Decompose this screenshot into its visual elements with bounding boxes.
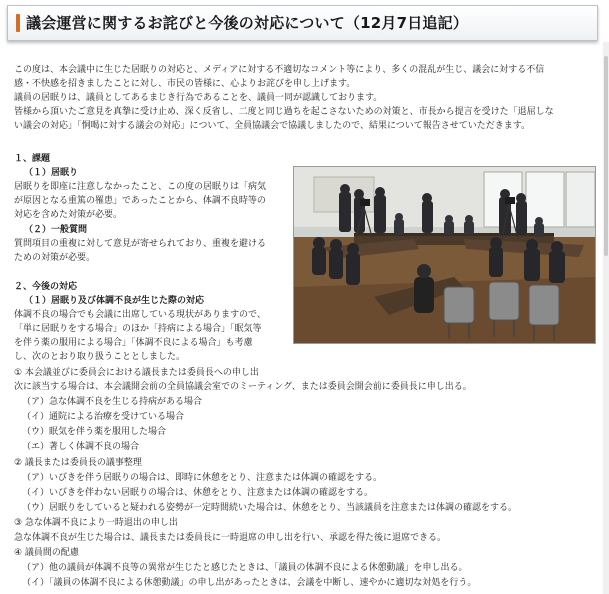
sub-item: （ア）他の議員が体調不良等の異常が生じたと感じたときは、「議員の体調不良による休憩動議」を申し出る。 [22, 563, 468, 573]
body-line: ための対策が必要。 [14, 253, 96, 263]
scrollbar[interactable] [603, 42, 609, 594]
intro-line: 感・不快感を招きましたことに対し、市民の皆様に、心よりお詫びを申し上げます。 [14, 79, 356, 89]
numbered-item: ④ 議員間の配慮 [14, 548, 79, 558]
subheading-illness-response: （１）居眠り及び体調不良が生じた際の対応 [24, 296, 205, 306]
subheading-sleeping: （１）居眠り [24, 168, 79, 178]
body-line: が原因となる重篤の罹患」であったことから、体調不良時等の [14, 196, 266, 206]
section-heading-issues: １、課題 [14, 154, 51, 164]
body-line: し、次のとおり取り扱うこととしました。 [14, 352, 186, 362]
body-line: 居眠りを即座に注意しなかったこと、この度の居眠りは「病気 [14, 182, 267, 192]
body-line: 体調不良の場合でも会議に出席している現状がありますので、 [14, 310, 266, 320]
body-line: 急な体調不良が生じた場合は、議長または委員長に一時退席の申し出を行い、承認を得た後に退席できる。 [14, 533, 447, 543]
numbered-item: ② 議長または委員長の議事整理 [14, 458, 142, 468]
intro-line: 皆様から頂いたご意見を真摯に受け止め、深く反省し、二度と同じ過ちを起こさないための対策と、市長から提言を受けた「退屈しな [14, 107, 554, 117]
sub-item: （イ）通院による治療を受けている場合 [22, 412, 185, 422]
intro-line: この度は、本会議中に生じた居眠りの対応と、メディアに対する不適切なコメント等により、多くの混乱が生じ、議会に対する不信 [14, 65, 545, 75]
scrollbar-thumb[interactable] [604, 56, 608, 256]
body-line: 質問項目の重複に対して意見が寄せられており、重複を避ける [14, 239, 267, 249]
header-accent-bar [16, 14, 20, 32]
page-header [7, 5, 598, 41]
body-line: 「単に居眠りをする場合」のほか「持病による場合」「眠気等 [14, 324, 262, 334]
body-line: 次に該当する場合は、本会議開会前の全員協議会室でのミーティング、または委員会開会前に委員長に申し出る。 [14, 382, 472, 392]
sub-item: （イ）いびきを伴わない居眠りの場合は、休憩をとり、注意または体調の確認をする。 [22, 488, 374, 498]
intro-line: い議会の対応」「恫喝に対する議会の対応」について、全員協議会で協議しましたので、結果について報告させていただきます。 [14, 121, 531, 131]
subheading-general-questions: （２）一般質問 [24, 225, 88, 235]
numbered-item: ③ 急な体調不良により一時退出の申し出 [14, 518, 178, 528]
page-title: 議会運営に関するお詫びと今後の対応について（12月7日追記） [26, 14, 469, 32]
sub-item: （ア）急な体調不良を生じる持病がある場合 [22, 397, 203, 407]
sub-item: （エ）著しく体調不良の場合 [22, 442, 140, 452]
body-line: 対応を含めた対策が必要。 [14, 210, 123, 220]
sub-item: （イ）「議員の体調不良による休憩動議」の申し出があったときは、会議を中断し、速やかに適切な対処を行う。 [22, 578, 477, 588]
sub-item: （ウ）居眠りをしていると疑われる姿勢が一定時間続いた場合は、休憩をとり、当該議員を注意または体調の確認をする。 [22, 503, 518, 513]
body-line: を伴う薬の服用による場合」「体調不良による場合」も考慮 [14, 338, 253, 348]
intro-line: 議員の居眠りは、議員としてあるまじき行為であることを、議員一同が認識しております。 [14, 93, 383, 103]
numbered-item: ① 本会議並びに委員会における議長または委員長への申し出 [14, 368, 259, 378]
sub-item: （ウ）眠気を伴う薬を服用した場合 [22, 427, 167, 437]
council-meeting-photo [293, 166, 596, 344]
sub-item: （ア）いびきを伴う居眠りの場合は、即時に休憩をとり、注意または体調の確認をする。 [22, 473, 383, 483]
section-heading-response: ２、今後の対応 [14, 282, 78, 292]
